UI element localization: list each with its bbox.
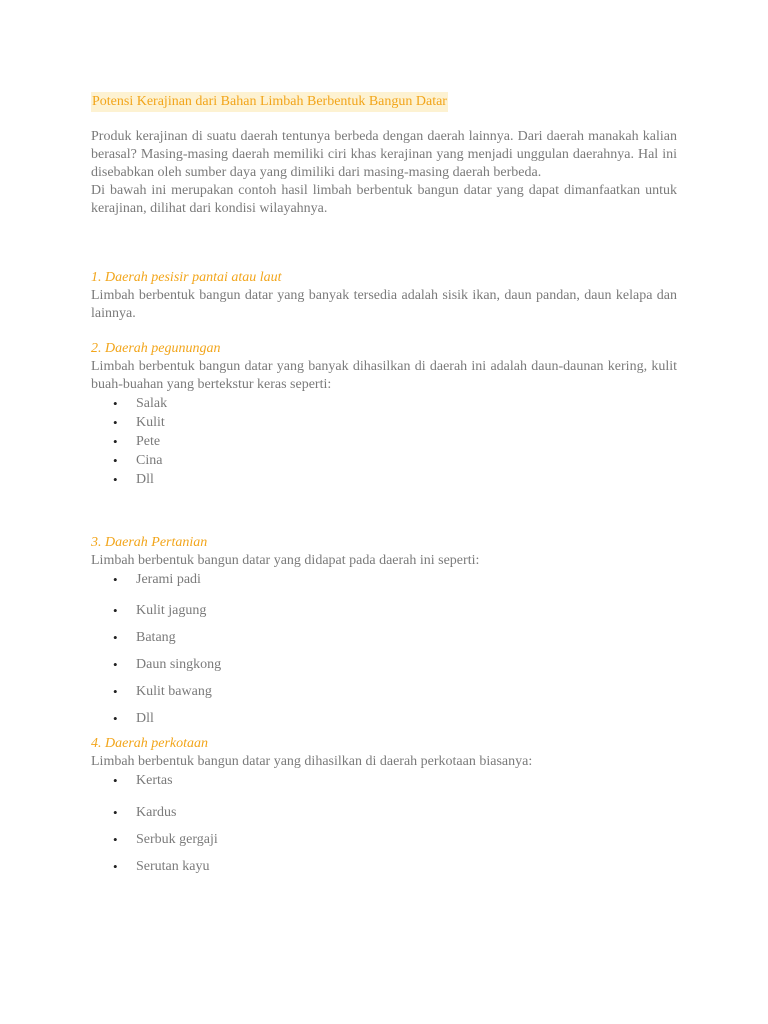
bullet-icon: • bbox=[113, 434, 118, 449]
intro-paragraph-1: Produk kerajinan di suatu daerah tentunya berbeda dengan daerah lainnya. Dari daerah manakah kalian berasal? Masing-masing daerah memiliki ciri khas kerajinan yang menjadi unggulan daerahnya. Hal ini disebabkan oleh sumber daya yang dimiliki dari masing-masing daerah berbeda. bbox=[91, 129, 677, 180]
section-heading: 3. Daerah Pertanian bbox=[91, 535, 208, 550]
list-item-label: Dll bbox=[136, 472, 154, 487]
document-page bbox=[91, 92, 677, 884]
intro-paragraph-2: Di bawah ini merupakan contoh hasil limbah berbentuk bangun datar yang dapat dimanfaatkan untuk kerajinan, dilihat dari kondisi wilayahnya. bbox=[91, 183, 677, 216]
section-urban bbox=[91, 735, 677, 876]
section-coastal bbox=[91, 269, 677, 323]
list-item-label: Cina bbox=[136, 453, 163, 468]
list-item-label: Kulit jagung bbox=[136, 603, 207, 618]
list-item-label: Salak bbox=[136, 396, 168, 411]
list-item bbox=[91, 830, 677, 849]
list-item-label: Kulit bbox=[136, 415, 165, 430]
bullet-icon: • bbox=[113, 859, 118, 874]
list-item bbox=[91, 857, 677, 876]
bullet-icon: • bbox=[113, 684, 118, 699]
list-item-label: Batang bbox=[136, 630, 176, 645]
bullet-icon: • bbox=[113, 453, 118, 468]
list-item bbox=[91, 394, 677, 413]
list-item bbox=[91, 628, 677, 647]
list-item bbox=[91, 682, 677, 701]
list-item bbox=[91, 470, 677, 489]
list-item bbox=[91, 655, 677, 674]
agriculture-list bbox=[91, 570, 677, 728]
section-heading: 4. Daerah perkotaan bbox=[91, 736, 209, 751]
list-item-label: Pete bbox=[136, 434, 161, 449]
list-item bbox=[91, 803, 677, 822]
list-item-label: Serbuk gergaji bbox=[136, 832, 218, 847]
list-item bbox=[91, 601, 677, 620]
mountain-list bbox=[91, 394, 677, 489]
bullet-icon: • bbox=[113, 630, 118, 645]
list-item bbox=[91, 570, 677, 589]
list-item-label: Dll bbox=[136, 711, 154, 726]
section-text: Limbah berbentuk bangun datar yang dihasilkan di daerah perkotaan biasanya: bbox=[91, 754, 533, 769]
bullet-icon: • bbox=[113, 415, 118, 430]
bullet-icon: • bbox=[113, 572, 118, 587]
list-item bbox=[91, 413, 677, 432]
section-mountain bbox=[91, 340, 677, 489]
list-item-label: Serutan kayu bbox=[136, 859, 210, 874]
bullet-icon: • bbox=[113, 657, 118, 672]
list-item-label: Daun singkong bbox=[136, 657, 222, 672]
section-heading: 1. Daerah pesisir pantai atau laut bbox=[91, 270, 282, 285]
list-item-label: Kardus bbox=[136, 805, 177, 820]
section-text: Limbah berbentuk bangun datar yang didapat pada daerah ini seperti: bbox=[91, 553, 480, 568]
list-item-label: Kulit bawang bbox=[136, 684, 212, 699]
section-agriculture bbox=[91, 534, 677, 728]
list-item bbox=[91, 451, 677, 470]
bullet-icon: • bbox=[113, 396, 118, 411]
section-text: Limbah berbentuk bangun datar yang banyak dihasilkan di daerah ini adalah daun-daunan kering, kulit buah-buahan yang bertekstur keras seperti: bbox=[91, 359, 677, 392]
bullet-icon: • bbox=[113, 472, 118, 487]
bullet-icon: • bbox=[113, 805, 118, 820]
document-title: Potensi Kerajinan dari Bahan Limbah Berbentuk Bangun Datar bbox=[91, 92, 448, 112]
list-item bbox=[91, 709, 677, 728]
bullet-icon: • bbox=[113, 603, 118, 618]
list-item-label: Kertas bbox=[136, 773, 173, 788]
list-item bbox=[91, 432, 677, 451]
list-item-label: Jerami padi bbox=[136, 572, 201, 587]
section-text: Limbah berbentuk bangun datar yang banyak tersedia adalah sisik ikan, daun pandan, daun kelapa dan lainnya. bbox=[91, 288, 677, 321]
urban-list bbox=[91, 771, 677, 876]
section-heading: 2. Daerah pegunungan bbox=[91, 341, 221, 356]
bullet-icon: • bbox=[113, 711, 118, 726]
bullet-icon: • bbox=[113, 773, 118, 788]
list-item bbox=[91, 771, 677, 790]
bullet-icon: • bbox=[113, 832, 118, 847]
